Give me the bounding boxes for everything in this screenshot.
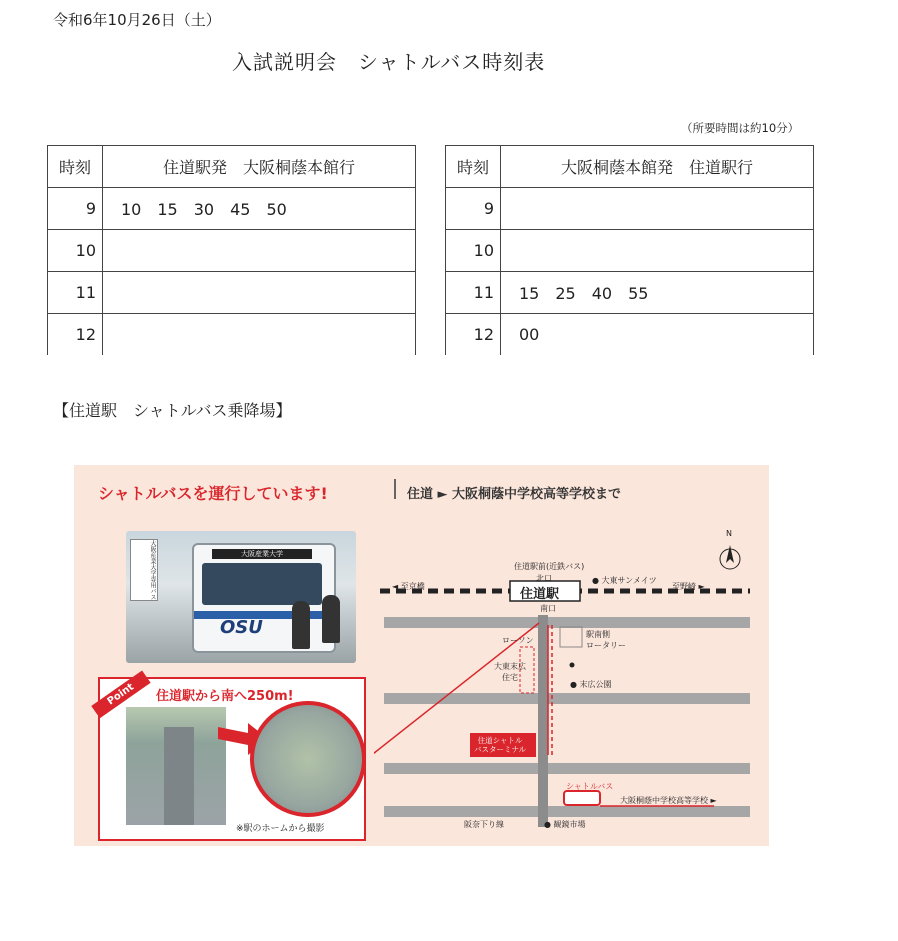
- road: [384, 763, 750, 774]
- label-school: 大阪桐蔭中学校高等学校 ►: [620, 796, 717, 805]
- label-to-nozaki: 至野崎 ►: [672, 582, 705, 591]
- person-image: [292, 601, 310, 649]
- hour-cell: 11: [48, 272, 103, 314]
- label-north: N: [726, 529, 732, 538]
- label-market: ● 観鏡市場: [544, 820, 586, 829]
- label-north-exit: 北口: [536, 574, 552, 583]
- bus-image: [192, 543, 336, 653]
- bus-sign: 大阪産業大学専用バス: [130, 539, 158, 601]
- shuttle-map: [74, 465, 769, 846]
- label-shuttle: シャトルバス: [566, 782, 614, 791]
- minutes-cell: [501, 188, 814, 230]
- label-terminal: 住道シャトル バスターミナル: [474, 736, 527, 754]
- col-route: 大阪桐蔭本館発 住道駅行: [501, 146, 814, 188]
- bus-stripe: [194, 611, 334, 619]
- road: [538, 615, 548, 827]
- road: [384, 806, 750, 817]
- hour-cell: 12: [48, 314, 103, 356]
- photo-caption: ※駅のホームから撮影: [236, 824, 325, 834]
- bus-icon: [564, 791, 600, 805]
- bus-photo: [126, 531, 356, 663]
- point-tag: Point: [91, 671, 150, 719]
- label-lawson: ローソン: [502, 636, 534, 645]
- label-bus-stop: 住道駅前(近鉄バス): [514, 562, 585, 571]
- hour-cell: 9: [446, 188, 501, 230]
- minutes-cell: [103, 272, 416, 314]
- point-text: 住道駅から南へ250m!: [156, 689, 294, 704]
- label-rotary: 駅南側 ロータリー: [586, 630, 626, 650]
- label-sanmeitsu: ● 大東サンメイツ: [592, 576, 657, 585]
- label-to-kyobashi: ◄ 至京橋: [392, 582, 425, 591]
- timetable-outbound: [47, 145, 416, 355]
- col-time: 時刻: [48, 146, 103, 188]
- page-title: 入試説明会 シャトルバス時刻表: [232, 50, 546, 74]
- label-south-exit: 南口: [540, 604, 556, 613]
- route-map: [374, 525, 764, 840]
- minutes-cell: [501, 230, 814, 272]
- table-row: [48, 230, 416, 272]
- point-callout: [98, 677, 366, 841]
- hour-cell: 10: [48, 230, 103, 272]
- label-station: 住道駅: [520, 587, 560, 602]
- north-arrow-icon: [726, 545, 734, 563]
- label-hannan: 阪奈下り線: [464, 820, 504, 829]
- minutes-cell: [103, 314, 416, 356]
- label-housing: 大東末広 住宅: [494, 662, 526, 682]
- landmark-dot: [570, 663, 575, 668]
- table-row: [48, 314, 416, 356]
- table-row: [446, 230, 814, 272]
- zoom-photo: [250, 701, 366, 817]
- timetable-return: [445, 145, 814, 355]
- bus-windshield: [202, 563, 322, 605]
- minutes-cell: 10 15 30 45 50: [103, 188, 416, 230]
- date: 令和6年10月26日（土）: [53, 11, 221, 29]
- street-photo: [126, 707, 226, 825]
- road: [384, 617, 750, 628]
- hour-cell: 10: [446, 230, 501, 272]
- minutes-cell: 15 25 40 55: [501, 272, 814, 314]
- hour-cell: 12: [446, 314, 501, 356]
- table-row: [48, 188, 416, 230]
- rotary-box: [560, 627, 582, 647]
- person-image: [322, 595, 340, 643]
- hour-cell: 11: [446, 272, 501, 314]
- table-row: [446, 272, 814, 314]
- bus-destination-board: 大阪産業大学: [212, 549, 312, 559]
- table-row: [446, 188, 814, 230]
- col-route: 住道駅発 大阪桐蔭本館行: [103, 146, 416, 188]
- bus-logo: OSU: [220, 617, 263, 638]
- table-row: [446, 314, 814, 356]
- minutes-cell: [103, 230, 416, 272]
- col-time: 時刻: [446, 146, 501, 188]
- map-headline: シャトルバスを運行しています!: [98, 484, 328, 503]
- minutes-cell: 00: [501, 314, 814, 356]
- duration-note: （所要時間は約10分）: [681, 121, 800, 135]
- map-heading: 【住道駅 シャトルバス乗降場】: [53, 401, 292, 420]
- road-image: [164, 727, 194, 825]
- hour-cell: 9: [48, 188, 103, 230]
- table-row: [48, 272, 416, 314]
- label-park: ● 末広公園: [570, 680, 612, 689]
- route-title: 住道 ► 大阪桐蔭中学校高等学校まで: [407, 487, 622, 502]
- divider: [394, 479, 396, 499]
